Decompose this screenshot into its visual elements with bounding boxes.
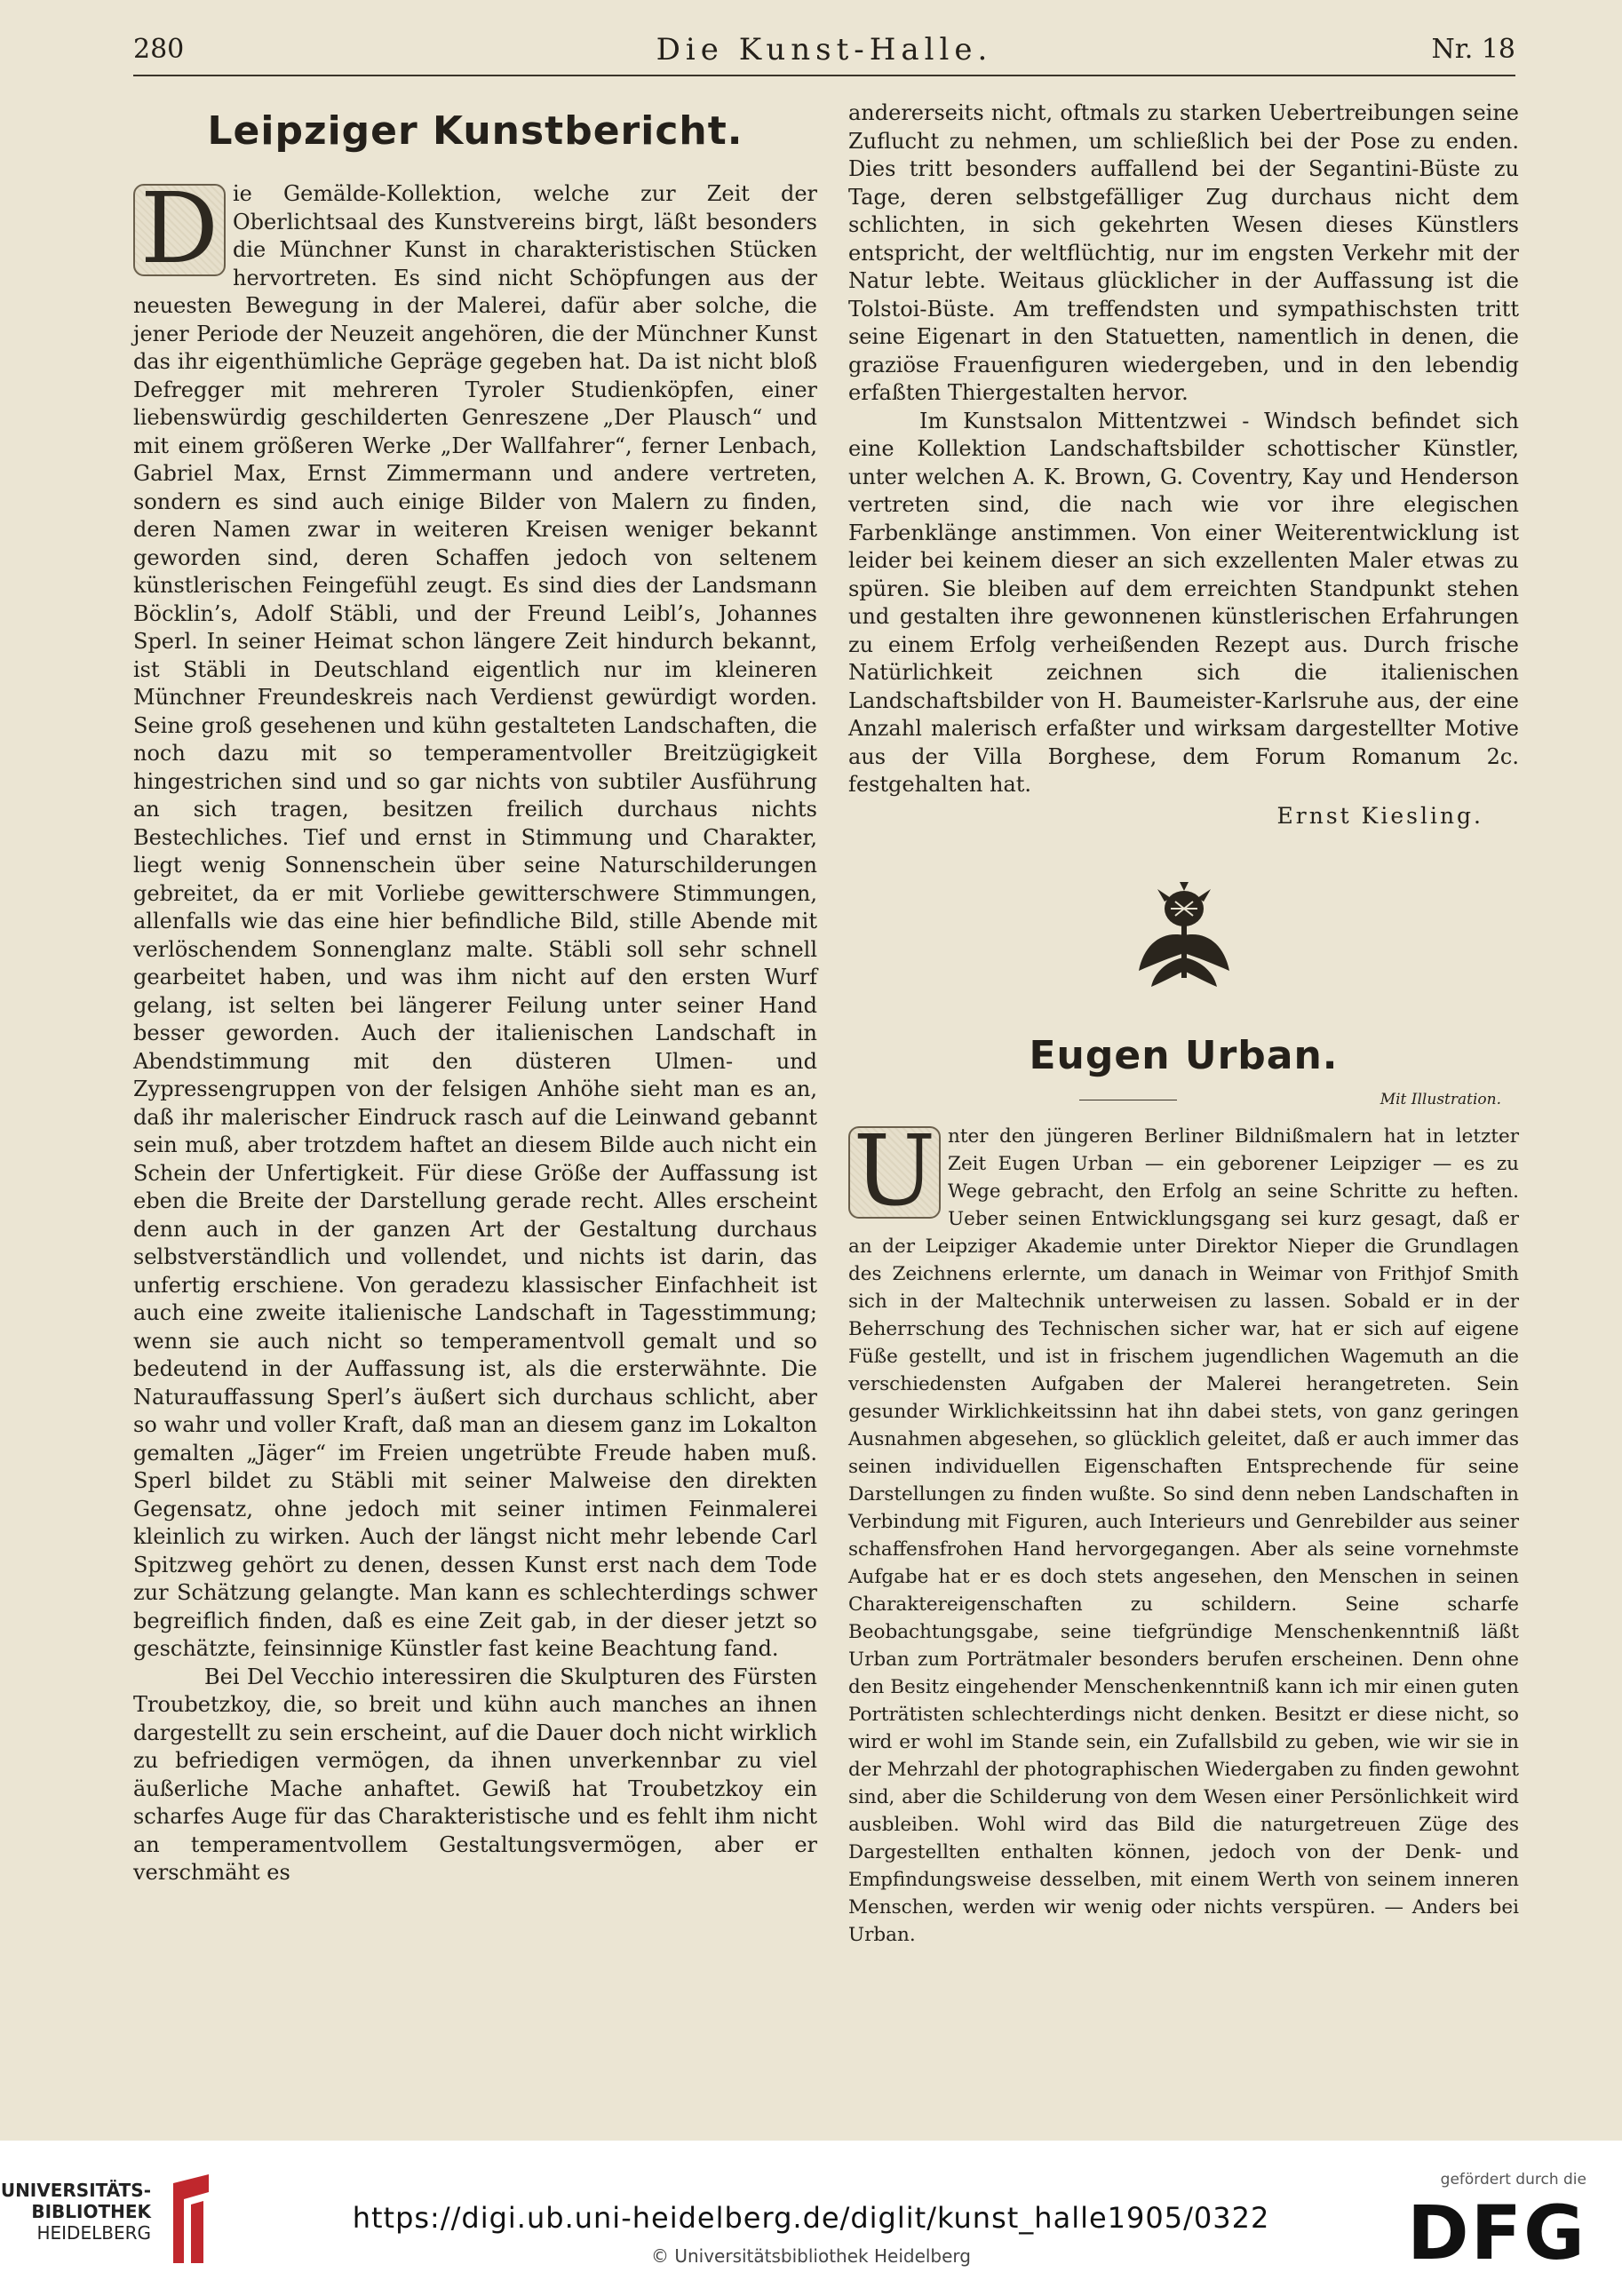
page-header bbox=[133, 28, 1515, 76]
library-line-1: UNIVERSITÄTS- bbox=[0, 2180, 151, 2201]
copyright-notice: © Universitätsbibliothek Heidelberg bbox=[650, 2245, 971, 2267]
dropcap-d: D bbox=[133, 184, 226, 276]
viewer-footer bbox=[0, 2141, 1622, 2296]
right-column bbox=[848, 99, 1519, 1949]
article-title-eugen-urban: Eugen Urban. bbox=[1029, 1032, 1339, 1078]
article1-paragraph-4: Im Kunstsalon Mittentzwei - Windsch befindet sich eine Kollektion Landschaftsbilder schottischer Künstler, unter welchen A. K. Brown, G. Coventry, Kay und Henderson vertreten sind, die nach wie vor ihre elegischen Farbenklänge anstimmen. Von einer Weiterentwicklung ist leider bei keinem dieser an sich exzellenten Maler etwas zu spüren. Sie bleiben auf dem erreichten Standpunkt stehen und gestalten ihre gewonnenen künstlerischen Erfahrungen zu einem Erfolg verheißenden Rezept aus. Durch frische Natürlichkeit zeichnen sich die italienischen Landschaftsbilder von H. Baumeister-Karlsruhe aus, der eine Anzahl malerisch erfaßter und wirksam dargestellter Motive aus der Villa Borghese, dem Forum Romanum 2c. festgehalten hat. bbox=[848, 408, 1519, 797]
dropcap-u: U bbox=[848, 1126, 941, 1219]
journal-title: Die Kunst-Halle. bbox=[656, 32, 993, 68]
permalink-url[interactable]: https://digi.ub.uni-heidelberg.de/diglit/kunst_halle1905/0322 bbox=[352, 2201, 1270, 2235]
library-line-2: BIBLIOTHEK bbox=[31, 2201, 151, 2222]
dfg-caption: gefördert durch die bbox=[1440, 2171, 1586, 2189]
library-line-3: HEIDELBERG bbox=[36, 2222, 151, 2244]
author-signature: Ernst Kiesling. bbox=[1276, 802, 1483, 829]
article2-paragraph: nter den jüngeren Berliner Bildnißmalern hat in letzter Zeit Eugen Urban — ein geborener Leipziger — es zu Wege gebracht, den Erfolg an seine Schritte zu heften. Ueber seinen Entwicklungsgang sei kurz gesagt, daß er an der Leipziger Akademie unter Direktor Nieper die Grundlagen des Zeichnens erlernte, um danach in Weimar von Frithjof Smith sich in der Maltechnik unterweisen zu lassen. Sobald er in der Beherrschung des Technischen sicher war, hat er sich auf eigene Füße gestellt, und ist in frischem jugendlichen Wagemuth an die verschiedensten Aufgaben der Malerei herangetreten. Sein gesunder Wirklichkeitssinn hat ihn dabei stets, von ganz geringen Ausnahmen abgesehen, so glücklich geleitet, daß er auch immer das seinen individuellen Eigenschaften Entsprechende für seine Darstellungen zu finden wußte. So sind denn neben Landschaften in Verbindung mit Figuren, auch Interieurs und Genrebilder aus seiner schaffensfrohen Hand hervorgegangen. Aber als seine vornehmste Aufgabe hat er es doch stets angesehen, den Menschen in seinen Charaktereigenschaften zu schildern. Seine scharfe Beobachtungsgabe, seine tiefgründige Menschenkenntniß läßt Urban zum Porträtmaler besonders berufen erscheinen. Denn ohne den Besitz eingehender Menschenkenntniß kann ich mir einen guten Porträtisten schlechterdings nicht denken. Besitzt er diese nicht, so wird er wohl im Stande sein, ein Zufallsbild zu geben, wie wir sie in der Mehrzahl der photographischen Wiedergaben zu finden gewohnt sind, aber die Schilderung von dem Wesen einer Persönlichkeit wird ausbleiben. Wohl wird das Bild die naturgetreuen Züge des Dargestellten enthalten können, jedoch von der Denk- und Empfindungsweise desselben, mit einem Werth von seinem inneren Menschen, werden wir wenig oder nichts verspüren. — Anders bei Urban. bbox=[848, 1124, 1519, 1946]
article1-paragraph-3: andererseits nicht, oftmals zu starken Uebertreibungen seine Zuflucht zu nehmen, um schließlich bei der Pose zu enden. Dies tritt besonders auffallend bei der Segantini-Büste zu Tage, deren selbstgefälliger Zug durchaus nicht dem schlichten, in sich gekehrten Wesen dieses Künstlers entspricht, der weltflüchtig, nur im engsten Verkehr mit der Natur lebte. Weitaus glücklicher in der Auffassung ist die Tolstoi-Büste. Am treffendsten und sympathischsten tritt seine Eigenart in den Statuetten, namentlich in denen, die graziöse Frauenfiguren wiedergeben, und in den lebendig erfaßten Thiergestalten hervor. bbox=[848, 100, 1519, 405]
article1-paragraph-1: ie Gemälde-Kollektion, welche zur Zeit der Oberlichtsaal des Kunstvereins birgt, läßt besonders die Münchner Kunst in charakteristischen Stücken hervortreten. Es sind nicht Schöpfungen aus der neuesten Bewegung in der Malerei, dafür aber solche, die jener Periode der Neuzeit angehören, die der Münchner Kunst das ihr eigenthümliche Gepräge gegeben hat. Da ist nicht bloß Defregger mit mehreren Tyroler Studienköpfen, einer liebenswürdig geschilderten Genreszene „Der Plausch“ und mit einem größeren Werke „Der Wallfahrer“, ferner Lenbach, Gabriel Max, Ernst Zimmermann und andere vertreten, sondern es sind auch einige Bilder von Malern zu finden, deren Namen zwar in weiteren Kreisen weniger bekannt geworden sind, deren Schaffen jedoch von seltenem künstlerischen Feingefühl zeugt. Es sind dies der Landsmann Böcklin’s, Adolf Stäbli, und der Freund Leibl’s, Johannes Sperl. In seiner Heimat schon längere Zeit hindurch bekannt, ist Stäbli in Deutschland eigentlich nur im kleineren Münchner Freundeskreis nach Verdienst gewürdigt worden. Seine groß gesehenen und kühn gestalteten Landschaften, die noch dazu mit so temperamentvoller Breitzügigkeit hingestrichen sind und so gar nichts von subtiler Ausführung an sich tragen, besitzen freilich durchaus nichts Bestechliches. Tief und ernst in Stimmung und Charakter, liegt wenig Sonnenschein über seine Naturschilderungen gebreitet, da er mit Vorliebe gewitterschwere Stimmungen, allenfalls wie das eine hier befindliche Bild, stille Abende mit verlöschendem Sonnenglanz malte. Stäbli soll sehr schnell gearbeitet haben, und was ihm nicht auf den ersten Wurf gelang, ist selten bei längerer Feilung unter seiner Hand besser geworden. Auch der italienischen Landschaft in Abendstimmung mit den düsteren Ulmen- und Zypressengruppen von der felsigen Anhöhe sieht man es an, daß ihr malerischer Eindruck rasch auf die Leinwand gebannt sein muß, aber trotzdem haftet an diesem Bilde auch nicht ein Schein der Unfertigkeit. Für diese Größe der Auffassung ist eben die Breite der Darstellung gerade recht. Alles erscheint denn auch in der ganzen Art der Gestaltung durchaus selbstverständlich und vollendet, und nichts ist darin, das unfertig erschiene. Von geradezu klassischer Einfachheit ist auch eine zweite italienische Landschaft in Tagesstimmung; wenn sie auch nicht so temperamentvoll gemalt und so bedeutend in der Auffassung ist, als die ersterwähnte. Die Naturauffassung Sperl’s äußert sich durchaus schlicht, aber so wahr und voller Kraft, daß man an diesem ganz im Lokalton gemalten „Jäger“ im Freien ungetrübte Freude haben muß. Sperl bildet zu Stäbli mit seiner Malweise den direkten Gegensatz, ohne jedoch mit seiner intimen Feinmalerei kleinlich zu wirken. Auch der längst nicht mehr lebende Carl Spitzweg gehört zu denen, dessen Kunst erst nach dem Tode zur Schätzung gelangte. Man kann es schlechterdings schwer begreiflich finden, daß es eine Zeit gab, in der dieser jetzt so geschätzte, feinsinnige Künstler fast keine Beachtung fand. bbox=[133, 181, 817, 1661]
thistle-ornament-icon bbox=[1135, 882, 1233, 989]
article1-paragraph-2: Bei Del Vecchio interessiren die Skulpturen des Fürsten Troubetzkoy, die, so breit und kühn auch manches an ihnen dargestellt zu sein erscheint, auf die Dauer doch nicht wirklich zu befriedigen vermögen, da ihnen unverkennbar zu viel äußerliche Mache anhaftet. Gewiß hat Troubetzkoy ein scharfes Auge für das Charakteristische und es fehlt ihm nicht an temperamentvollem Gestaltungsvermögen, aber er verschmäht es bbox=[133, 1664, 817, 1885]
title-rule bbox=[848, 1091, 1519, 1110]
issue-number: Nr. 18 bbox=[1431, 34, 1515, 65]
illustration-note: Mit Illustration. bbox=[1379, 1090, 1501, 1108]
dfg-logo: DFG bbox=[1406, 2189, 1586, 2276]
page-number: 280 bbox=[133, 34, 185, 65]
article-title-leipziger: Leipziger Kunstbericht. bbox=[207, 108, 743, 154]
left-column bbox=[133, 99, 817, 1887]
